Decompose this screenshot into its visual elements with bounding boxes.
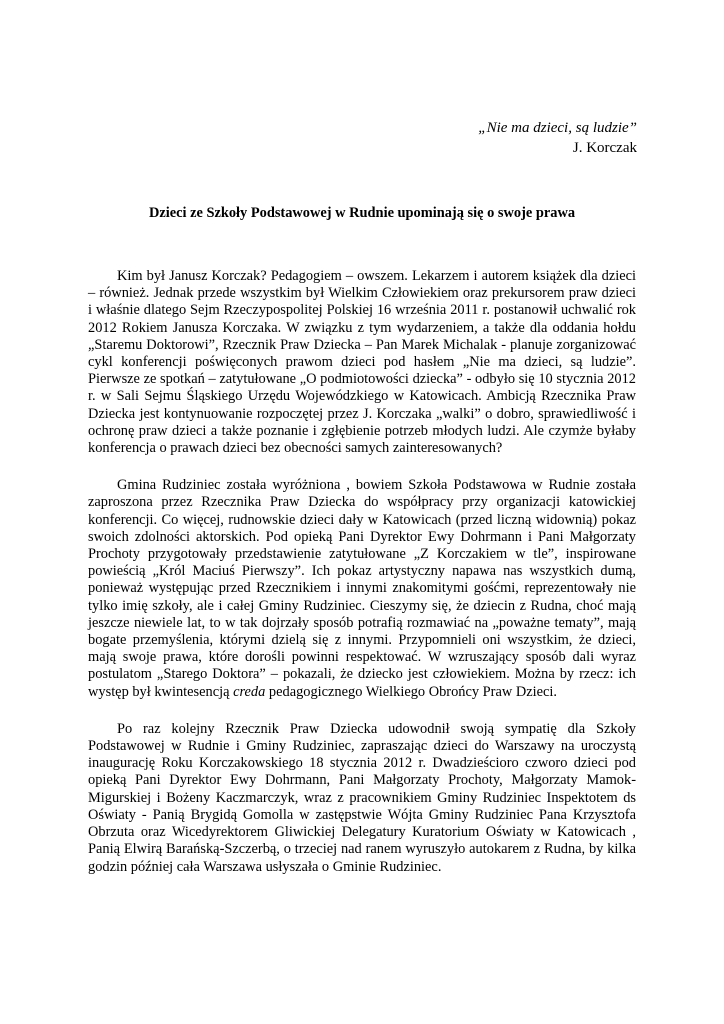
- paragraph-2-text-start: Gmina Rudziniec została wyróżniona , bowiem Szkoła Podstawowa w Rudnie została zaproszona przez Rzecznika Praw Dziecka do współpracy przy organizacji katowickiej konferencji. Co więcej, rudnowskie dzieci dały w Katowicach (przed liczną widownią) pokaz swoich zdolności aktorskich. Pod opieką Pani Dyrektor Ewy Dohrmann i Pani Małgorzaty Prochoty przygotowały przedstawienie zatytułowane „Z Korczakiem w tle”, inspirowane powieścią „Król Maciuś Pierwszy”. Ich pokaz artystyczny napawa nas wszystkich dumą, ponieważ występując przed Rzecznikiem i innymi znakomitymi gośćmi, reprezentowały nie tylko imię szkoły, ale i całej Gminy Rudziniec. Cieszymy się, że dziecin z Rudna, choć mają jeszcze niewiele lat, to w tak dojrzały sposób potrafią rozmawiać na „poważne tematy”, mają bogate przemyślenia, którymi dzielą się z innymi. Przypomnieli oni wszystkim, że dzieci, mają swoje prawa, które dorośli powinni respektować. W wzruszający sposób dali wyraz postulatom „Starego Doktora” – pokazali, że dziecko jest człowiekiem. Można by rzecz: ich występ był kwintesencją: [88, 477, 636, 700]
- paragraph-2-text-end: pedagogicznego Wielkiego Obrońcy Praw Dzieci.: [265, 683, 557, 700]
- paragraph-2: [88, 477, 636, 701]
- epigraph: [478, 118, 637, 158]
- article-title: Dzieci ze Szkoły Podstawowej w Rudnie upominają się o swoje prawa: [148, 205, 576, 221]
- epigraph-quote: „Nie ma dzieci, są ludzie”: [478, 120, 637, 136]
- paragraph-2-italic-word: creda: [233, 683, 266, 700]
- epigraph-author: J. Korczak: [572, 140, 637, 156]
- paragraph-3: Po raz kolejny Rzecznik Praw Dziecka udowodnił swoją sympatię dla Szkoły Podstawowej w Rudnie i Gminy Rudziniec, zapraszając dzieci do Warszawy na uroczystą inaugurację Roku Korczakowskiego 18 stycznia 2012 r. Dwadzieścioro czworo dzieci pod opieką Pani Dyrektor Ewy Dohrmann, Pani Małgorzaty Prochoty, Małgorzaty Mamok-Migurskiej i Bożeny Kaczmarczyk, wraz z pracownikiem Gminy Rudziniec Inspektotem ds Oświaty - Panią Brygidą Gomolla w zastępstwie Wójta Gminy Rudziniec Pana Krzysztofa Obrzuta oraz Wicedyrektorem Gliwickiej Delegatury Kuratorium Oświaty w Katowicach , Panią Elwirą Barańską-Szczerbą, o trzeciej nad ranem wyruszyło autokarem z Rudna, by kilka godzin później cała Warszawa usłyszała o Gminie Rudziniec.: [88, 720, 636, 875]
- article-body: [88, 268, 636, 896]
- paragraph-1: Kim był Janusz Korczak? Pedagogiem – owszem. Lekarzem i autorem książek dla dzieci – również. Jednak przede wszystkim był Wielkim Człowiekiem oraz prekursorem praw dzieci i właśnie dlatego Sejm Rzeczypospolitej Polskiej 16 września 2011 r. postanowił uchwalić rok 2012 Rokiem Janusza Korczaka. W związku z tym wydarzeniem, a także dla oddania hołdu „Staremu Doktorowi”, Rzecznik Praw Dziecka – Pan Marek Michalak - planuje zorganizować cykl konferencji poświęconych prawom dzieci pod hasłem „Nie ma dzieci, są ludzie”. Pierwsze ze spotkań – zatytułowane „O podmiotowości dziecka” - odbyło się 10 stycznia 2012 r. w Sali Sejmu Śląskiego Urzędu Wojewódzkiego w Katowicach. Ambicją Rzecznika Praw Dziecka jest kontynuowanie rozpoczętej przez J. Korczaka „walki” o dobro, sprawiedliwość i ochronę praw dzieci a także poznanie i zgłębienie potrzeb młodych ludzi. Ale czymże byłaby konferencja o prawach dzieci bez obecności samych zainteresowanych?: [88, 268, 636, 457]
